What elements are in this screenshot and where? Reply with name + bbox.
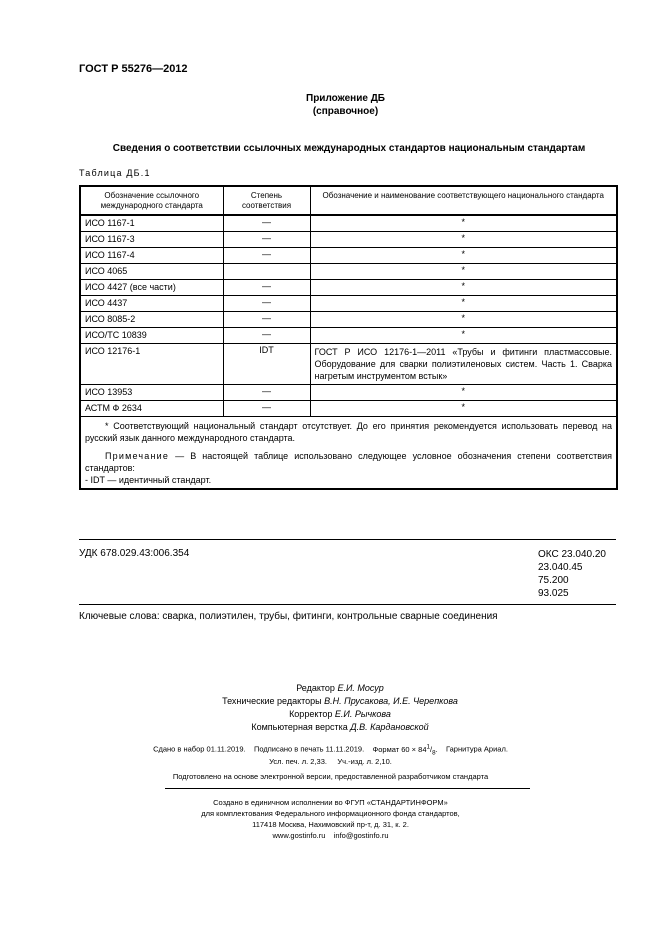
print-pub-sheets: Уч.-изд. л. 2,10. (337, 757, 392, 766)
note-text: — В настоящей таблице использовано следующее условное обозначения степени соответствия стандартов: (85, 451, 612, 473)
credit-tech-editors (150, 695, 530, 708)
cell-degree (223, 264, 310, 280)
table-row (80, 215, 617, 232)
table-notes (80, 417, 617, 490)
cell-name: * (310, 312, 617, 328)
credit-person: Е.И. Мосур (337, 683, 384, 693)
print-typeset: Сдано в набор 01.11.2019. (153, 744, 246, 754)
publisher-line: 117418 Москва, Нахимовский пр-т, д. 31, к. 2. (252, 820, 409, 829)
credit-label: Редактор (296, 683, 335, 693)
print-format: Формат $60 \times 84^1/_8$. (372, 743, 438, 756)
cell-code: ИСО 13953 (80, 385, 223, 401)
table-row (80, 328, 617, 344)
keywords: Ключевые слова: сварка, полиэтилен, трубы, фитинги, контрольные сварные соединения (79, 611, 498, 622)
oks-code: 93.025 (538, 588, 569, 599)
annex-title: Приложение ДБ (306, 93, 385, 104)
print-sheets-value: Усл. печ. л. 2,33. (269, 757, 327, 766)
credit-person: Д.В. Кардановской (350, 722, 429, 732)
oks-code: 23.040.45 (538, 562, 583, 573)
cell-name: * (310, 328, 617, 344)
table-row (80, 280, 617, 296)
cell-name: ГОСТ Р ИСО 12176-1—2011 «Трубы и фитинги пластмассовые. Оборудование для сварки полиэтиленовых систем. Часть 1. Сварка нагретым инструментом встык» (310, 344, 617, 385)
print-signed: Подписано в печать 11.11.2019. (253, 744, 365, 754)
cell-degree: — (223, 280, 310, 296)
table-caption: Таблица ДБ.1 (79, 168, 151, 178)
print-sheets (0, 757, 661, 766)
publisher-info (0, 797, 661, 841)
credit-label: Корректор (289, 709, 333, 719)
cell-name: * (310, 280, 617, 296)
cell-code: ИСО 8085-2 (80, 312, 223, 328)
print-details (0, 743, 661, 756)
cell-name: * (310, 385, 617, 401)
cell-code: ИСО 4065 (80, 264, 223, 280)
cell-degree: — (223, 296, 310, 312)
cell-degree: — (223, 215, 310, 232)
annex-heading (0, 92, 661, 118)
udk-code: УДК 678.029.43:006.354 (79, 548, 190, 559)
cell-name: * (310, 248, 617, 264)
note-item: - IDT — идентичный стандарт. (85, 475, 212, 485)
oks-codes (538, 548, 606, 600)
credit-corrector (150, 708, 530, 721)
cell-degree: — (223, 401, 310, 417)
credit-editor (150, 682, 530, 695)
correspondence-table-wrapper (79, 185, 616, 490)
table-row (80, 232, 617, 248)
column-header-name: Обозначение и наименование соответствующего национального стандарта (310, 186, 617, 215)
format-sub: 8 (432, 749, 436, 756)
publisher-line: Создано в единичном исполнении во ФГУП «СТАНДАРТИНФОРМ» (213, 798, 448, 807)
table-note (85, 450, 612, 474)
cell-code: ИСО/ТС 10839 (80, 328, 223, 344)
oks-code: 75.200 (538, 575, 569, 586)
annex-subtitle: (справочное) (312, 106, 379, 117)
divider (79, 604, 616, 605)
table-row (80, 401, 617, 417)
table-row (80, 296, 617, 312)
cell-code: ИСО 1167-3 (80, 232, 223, 248)
credit-label: Компьютерная верстка (251, 722, 348, 732)
cell-degree: IDT (223, 344, 310, 385)
document-header: ГОСТ Р 55276—2012 (79, 63, 188, 75)
cell-code: ИСО 4437 (80, 296, 223, 312)
divider (165, 788, 530, 789)
publisher-line: для комплектования Федерального информационного фонда стандартов, (201, 809, 460, 818)
prepared-note: Подготовлено на основе электронной версии, предоставленной разработчиком стандарта (172, 772, 489, 781)
table-row (80, 344, 617, 385)
column-header-degree: Степень соответствия (223, 186, 310, 215)
credit-person: В.Н. Прусакова, И.Е. Черепкова (324, 696, 458, 706)
table-notes-row (80, 417, 617, 490)
cell-code: ИСО 1167-4 (80, 248, 223, 264)
table-row (80, 312, 617, 328)
cell-degree: — (223, 385, 310, 401)
table-row (80, 248, 617, 264)
table-row (80, 264, 617, 280)
credit-person: Е.И. Рычкова (334, 709, 391, 719)
print-font: Гарнитура Ариал. (446, 744, 508, 754)
publisher-line: www.gostinfo.ru info@gostinfo.ru (272, 831, 389, 840)
table-footnote: * Соответствующий национальный стандарт отсутствует. До его принятия рекомендуется использовать перевод на русский язык данного международного стандарта. (85, 421, 612, 443)
cell-code: АСТМ Ф 2634 (80, 401, 223, 417)
credit-layout (150, 721, 530, 734)
column-header-code: Обозначение ссылочного международного стандарта (80, 186, 223, 215)
note-label: Примечание (105, 451, 170, 461)
section-title: Сведения о соответствии ссылочных международных стандартов национальным стандартам (112, 143, 586, 154)
cell-name: * (310, 401, 617, 417)
table-row (80, 385, 617, 401)
divider (79, 539, 616, 540)
cell-code: ИСО 1167-1 (80, 215, 223, 232)
format-value: Формат 60 × 84 (372, 744, 427, 754)
cell-degree: — (223, 248, 310, 264)
cell-name: * (310, 215, 617, 232)
credits (150, 682, 530, 734)
cell-degree: — (223, 312, 310, 328)
cell-name: * (310, 264, 617, 280)
format-sup: 1 (426, 743, 430, 750)
cell-name: * (310, 232, 617, 248)
cell-degree: — (223, 328, 310, 344)
cell-name: * (310, 296, 617, 312)
cell-degree: — (223, 232, 310, 248)
cell-code: ИСО 12176-1 (80, 344, 223, 385)
cell-code: ИСО 4427 (все части) (80, 280, 223, 296)
correspondence-table (79, 185, 618, 490)
oks-code: ОКС 23.040.20 (538, 549, 606, 560)
table-header-row (80, 186, 617, 215)
credit-label: Технические редакторы (222, 696, 322, 706)
